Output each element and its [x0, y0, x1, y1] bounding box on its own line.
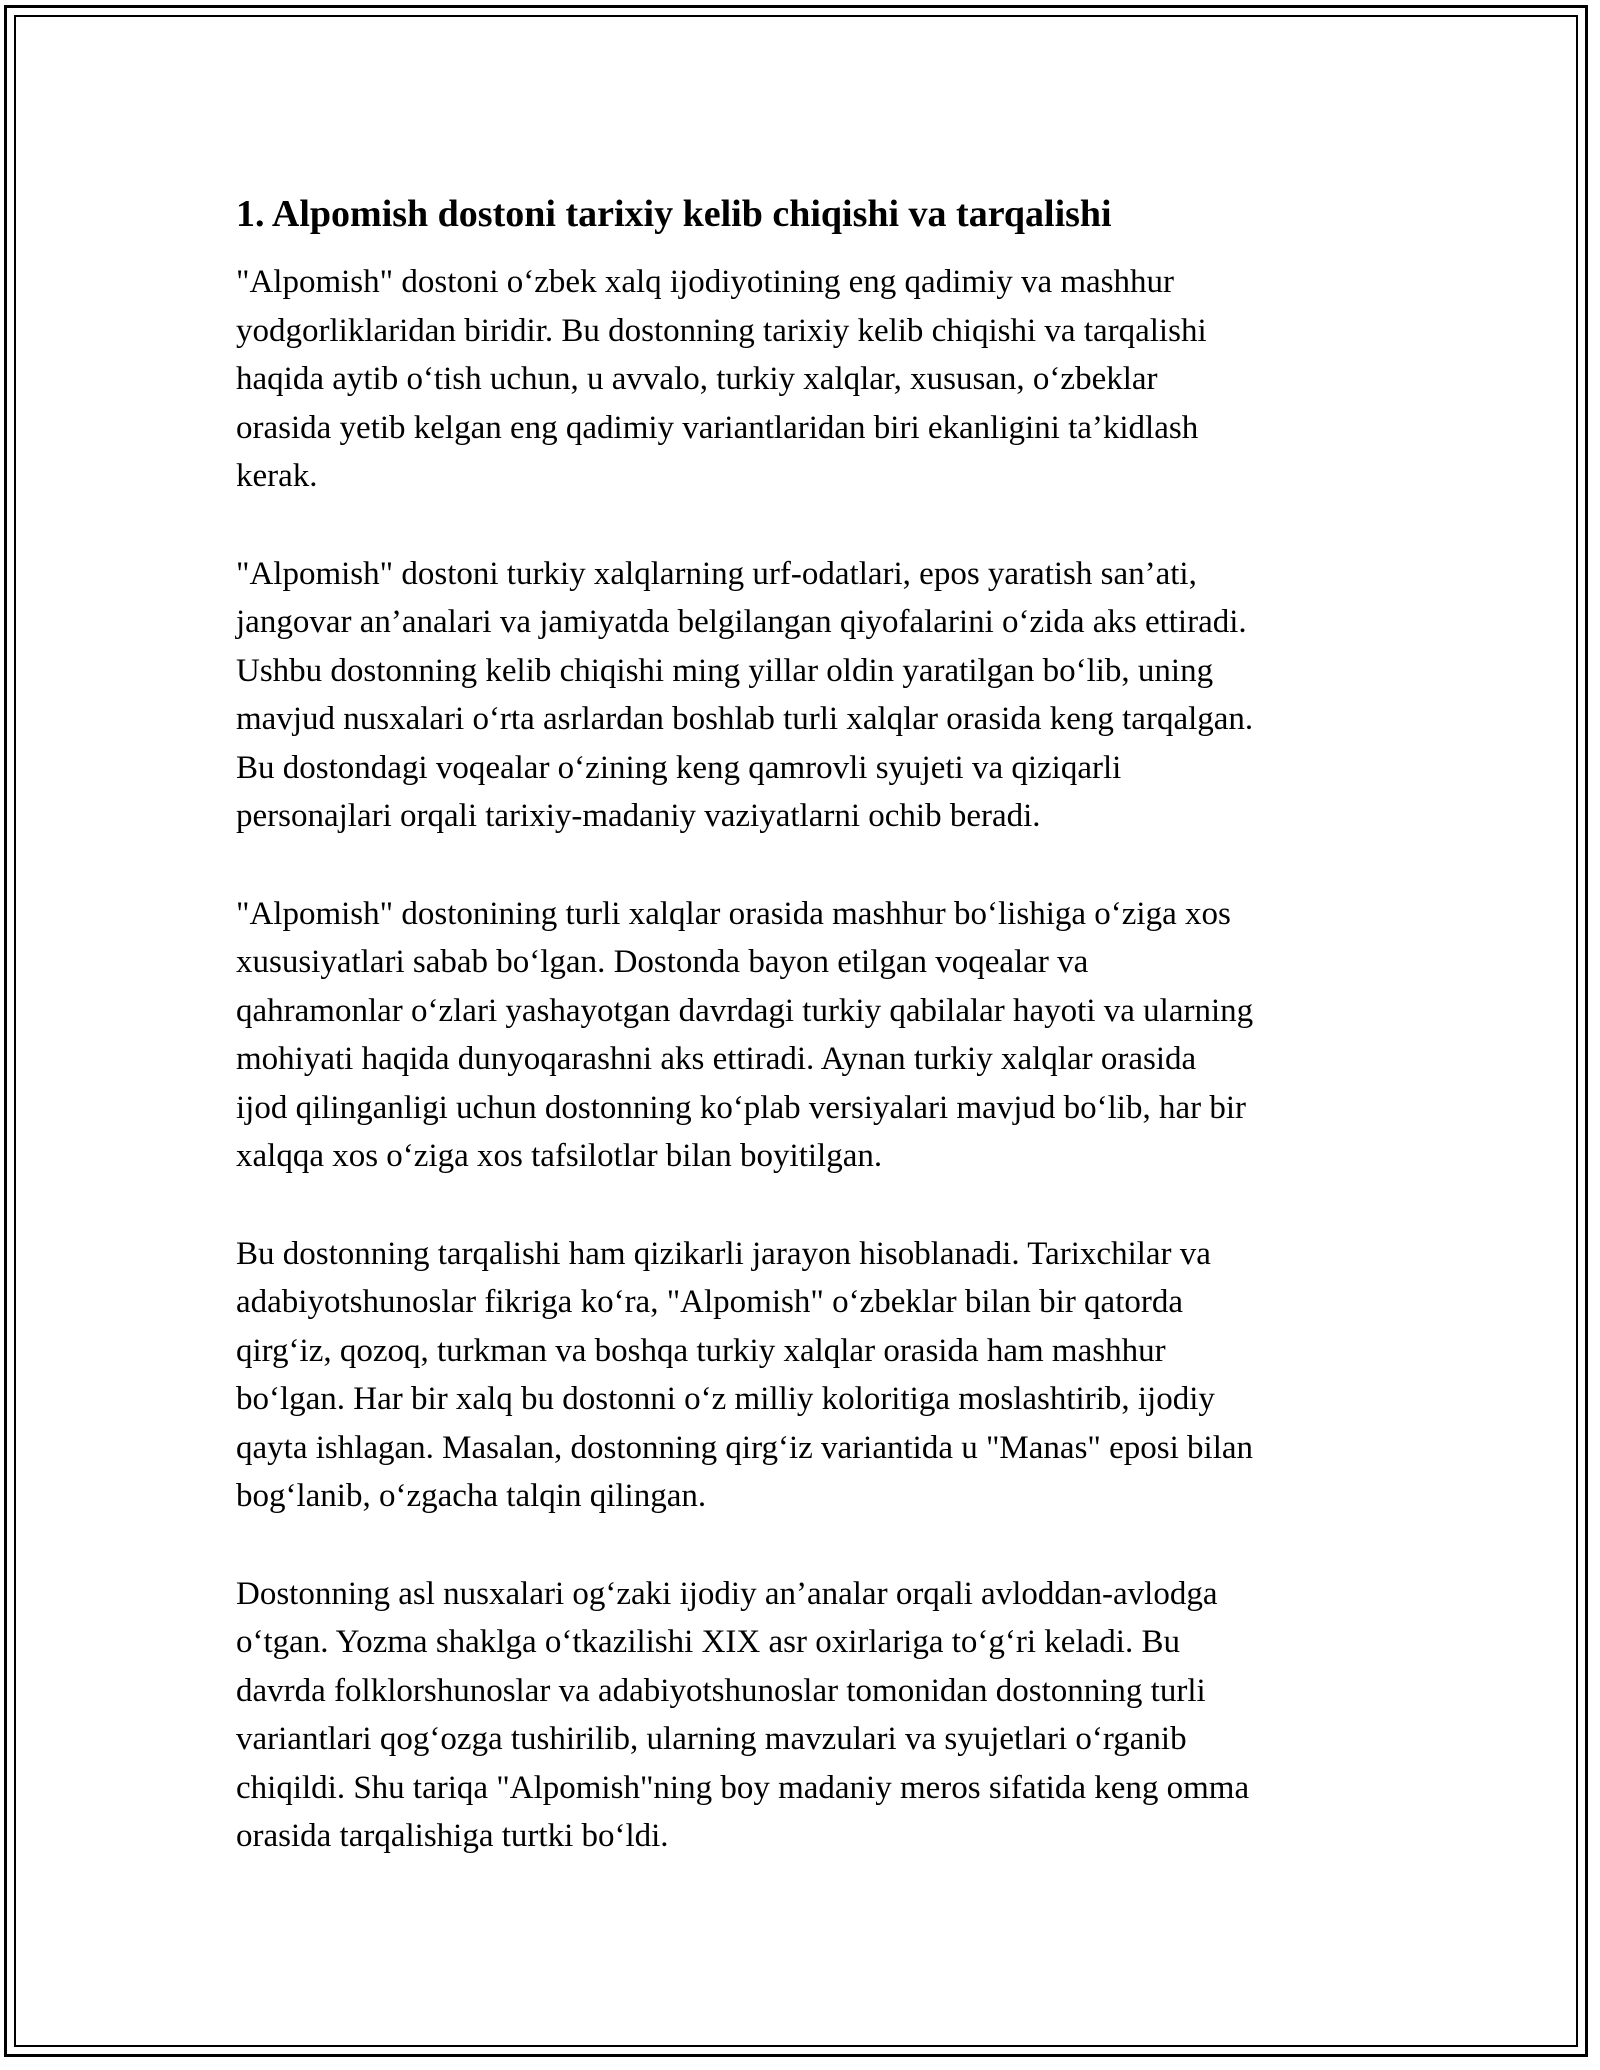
paragraph-1	[236, 258, 1386, 501]
text-line: xususiyatlari sabab bo‘lgan. Dostonda bayon etilgan voqealar va	[236, 944, 1089, 980]
paragraph-5	[236, 1570, 1386, 1861]
text-line: orasida tarqalishiga turtki bo‘ldi.	[236, 1818, 669, 1854]
text-line: kerak.	[236, 458, 318, 494]
text-line: qahramonlar o‘zlari yashayotgan davrdagi turkiy qabilalar hayoti va ularning	[236, 992, 1254, 1029]
text-line: bo‘lgan. Har bir xalq bu dostonni o‘z milliy koloritiga moslashtirib, ijodiy	[236, 1381, 1215, 1417]
text-line: Dostonning asl nusxalari og‘zaki ijodiy an’analar orqali avloddan-avlodga	[236, 1575, 1218, 1612]
text-line: xalqqa xos o‘ziga xos tafsilotlar bilan boyitilgan.	[236, 1138, 883, 1174]
text-line: "Alpomish" dostoni o‘zbek xalq ijodiyotining eng qadimiy va mashhur	[236, 264, 1175, 300]
text-line: "Alpomish" dostoni turkiy xalqlarning urf-odatlari, epos yaratish san’ati,	[236, 555, 1197, 592]
paragraph-3	[236, 890, 1386, 1181]
text-line: jangovar an’analari va jamiyatda belgilangan qiyofalarini o‘zida aks ettiradi.	[236, 604, 1247, 640]
text-line: Bu dostonning tarqalishi ham qizikarli jarayon hisoblanadi. Tarixchilar va	[236, 1235, 1211, 1272]
text-line: Ushbu dostonning kelib chiqishi ming yillar oldin yaratilgan bo‘lib, uning	[236, 652, 1214, 689]
text-line: qayta ishlagan. Masalan, dostonning qirg‘iz variantida u "Manas" eposi bilan	[236, 1429, 1254, 1466]
text-line: personajlari orqali tarixiy-madaniy vaziyatlarni ochib beradi.	[236, 798, 1041, 834]
text-line: yodgorliklaridan biridir. Bu dostonning tarixiy kelib chiqishi va tarqalishi	[236, 312, 1207, 349]
text-line: adabiyotshunoslar fikriga ko‘ra, "Alpomish" o‘zbeklar bilan bir qatorda	[236, 1284, 1184, 1320]
text-line: Bu dostondagi voqealar o‘zining keng qamrovli syujeti va qiziqarli	[236, 749, 1122, 786]
section-heading: 1. Alpomish dostoni tarixiy kelib chiqishi va tarqalishi	[236, 193, 1112, 235]
text-line: orasida yetib kelgan eng qadimiy variantlaridan biri ekanligini ta’kidlash	[236, 409, 1199, 446]
text-line: "Alpomish" dostonining turli xalqlar orasida mashhur bo‘lishiga o‘ziga xos	[236, 895, 1231, 932]
text-line: qirg‘iz, qozoq, turkman va boshqa turkiy xalqlar orasida ham mashhur	[236, 1332, 1166, 1369]
text-line: chiqildi. Shu tariqa "Alpomish"ning boy madaniy meros sifatida keng omma	[236, 1769, 1250, 1806]
text-line: davrda folklorshunoslar va adabiyotshunoslar tomonidan dostonning turli	[236, 1672, 1206, 1709]
text-line: ijod qilinganligi uchun dostonning ko‘plab versiyalari mavjud bo‘lib, har bir	[236, 1089, 1246, 1126]
text-line: haqida aytib o‘tish uchun, u avvalo, turkiy xalqlar, xususan, o‘zbeklar	[236, 361, 1158, 397]
text-line: variantlari qog‘ozga tushirilib, ularning mavzulari va syujetlari o‘rganib	[236, 1721, 1187, 1757]
text-line: o‘tgan. Yozma shaklga o‘tkazilishi XIX asr oxirlariga to‘g‘ri keladi. Bu	[236, 1624, 1180, 1660]
paragraph-4	[236, 1230, 1386, 1521]
text-line: bog‘lanib, o‘zgacha talqin qilingan.	[236, 1478, 707, 1514]
text-line: mohiyati haqida dunyoqarashni aks ettiradi. Aynan turkiy xalqlar orasida	[236, 1041, 1197, 1077]
paragraph-2	[236, 550, 1386, 841]
text-line: mavjud nusxalari o‘rta asrlardan boshlab turli xalqlar orasida keng tarqalgan.	[236, 701, 1254, 737]
document-body	[236, 190, 1386, 1910]
